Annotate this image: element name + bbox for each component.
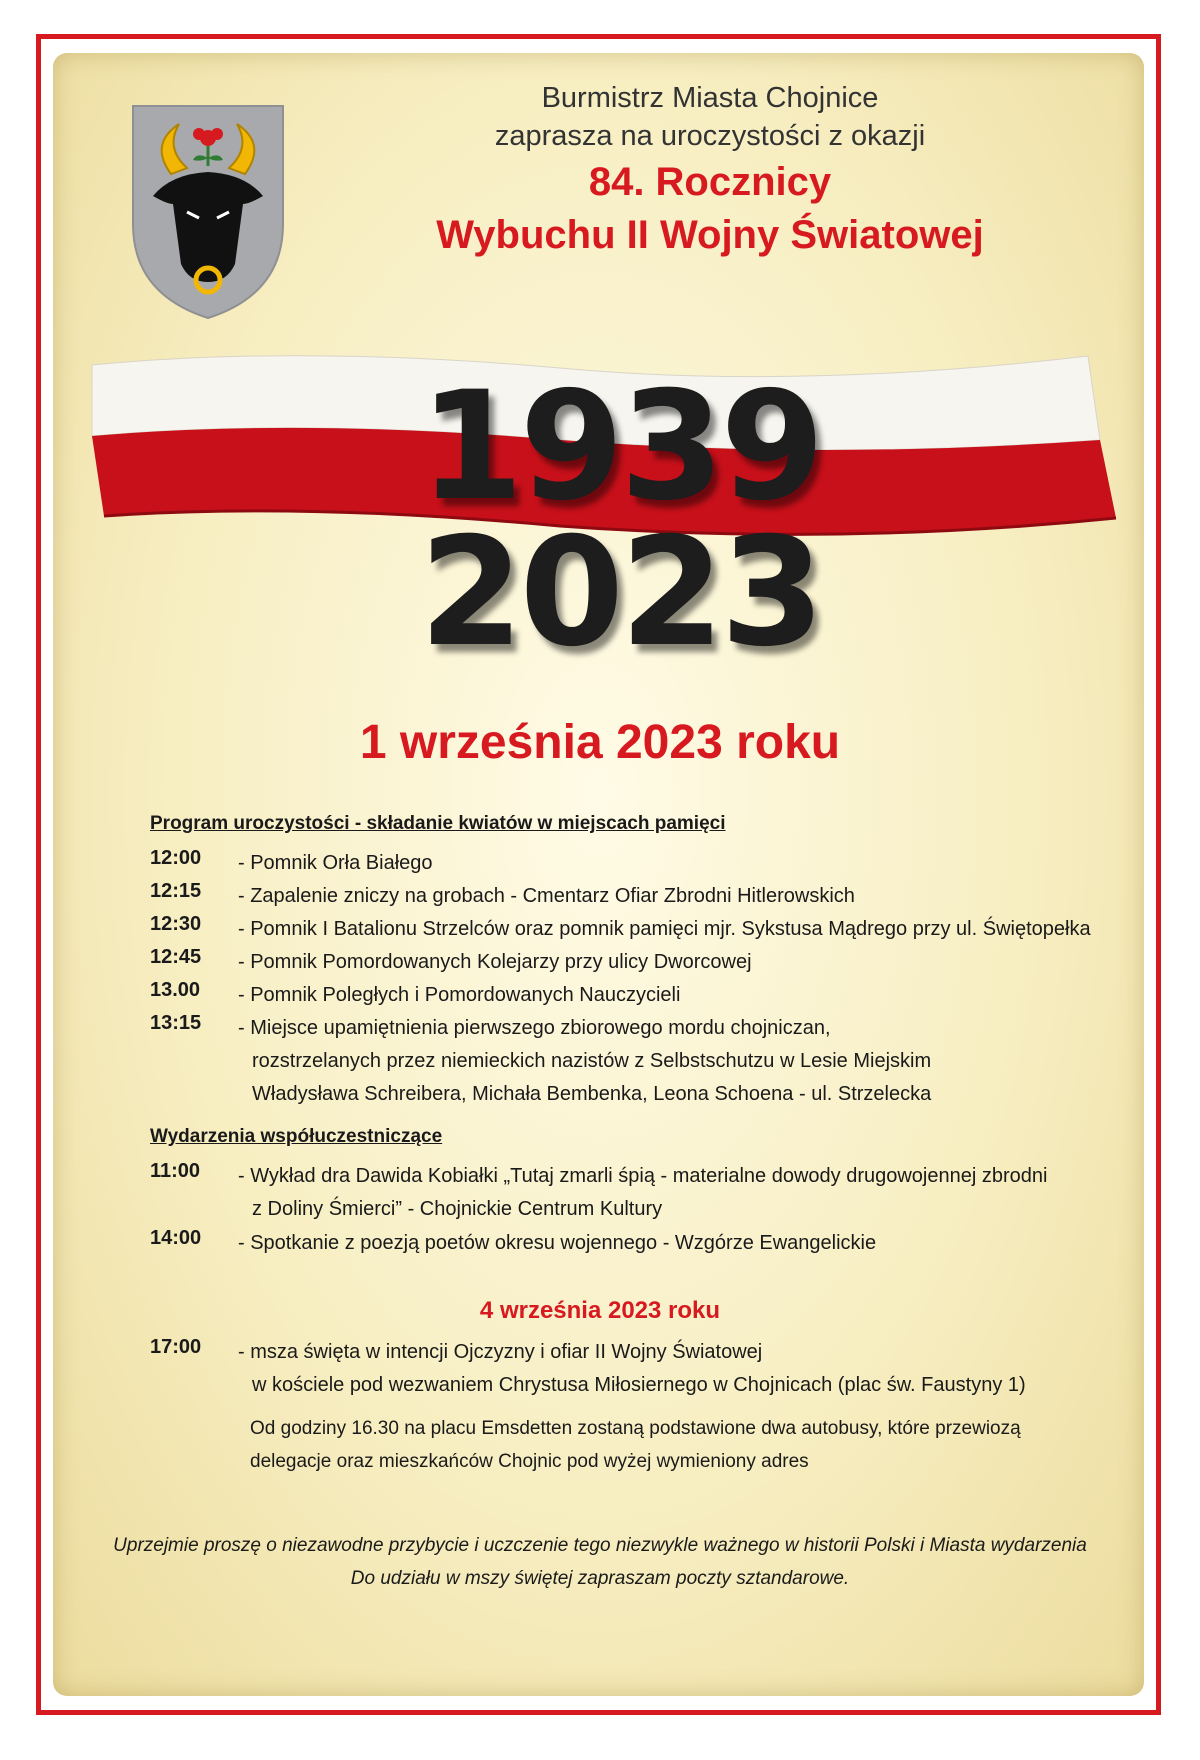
second-date: 4 września 2023 roku: [479, 1297, 721, 1324]
coat-of-arms: [131, 104, 285, 320]
program-time: 13.00: [150, 979, 201, 1001]
bus-note-line: delegacje oraz mieszkańców Chojnic pod wyżej wymieniony adres: [250, 1451, 809, 1472]
year-1939: 1939: [419, 360, 821, 534]
event-line: z Doliny Śmierci” - Chojnickie Centrum Kultury: [252, 1198, 663, 1220]
events-heading: Wydarzenia współuczestniczące: [150, 1126, 443, 1147]
program-time: 12:15: [150, 880, 202, 902]
main-date: 1 września 2023 roku: [359, 716, 841, 769]
event-line: - Spotkanie z poezją poetów okresu wojennego - Wzgórze Ewangelickie: [238, 1232, 877, 1254]
closing-note: [0, 1529, 1200, 1595]
bus-note-line: Od godziny 16.30 na placu Emsdetten zostaną podstawione dwa autobusy, które przewiozą: [250, 1418, 1021, 1439]
program-time: 13:15: [150, 1012, 202, 1034]
program-line: Władysława Schreibera, Michała Bembenka, Leona Schoena - ul. Strzelecka: [252, 1083, 932, 1105]
program-time: 12:45: [150, 946, 202, 968]
program-heading: Program uroczystości - składanie kwiatów w miejscach pamięci: [150, 813, 726, 834]
header-line-2: zaprasza na uroczystości z okazji: [494, 120, 926, 152]
program-line: - Pomnik Orła Białego: [238, 852, 433, 874]
mass-line: w kościele pod wezwaniem Chrystusa Miłosiernego w Chojnicach (plac św. Faustyny 1): [252, 1374, 1026, 1396]
event-time: 14:00: [150, 1227, 202, 1249]
program-line: - Zapalenie zniczy na grobach - Cmentarz Ofiar Zbrodni Hitlerowskich: [238, 885, 855, 907]
closing-line: Uprzejmie proszę o niezawodne przybycie i uczczenie tego niezwykle ważnego w historii Polski i Miasta wydarzenia: [113, 1535, 1087, 1556]
program-line: - Pomnik Pomordowanych Kolejarzy przy ulicy Dworcowej: [238, 951, 752, 973]
program-time: 12:30: [150, 913, 202, 935]
header-line-1: Burmistrz Miasta Chojnice: [541, 82, 879, 114]
mass-line: - msza święta w intencji Ojczyzny i ofiar II Wojny Światowej: [238, 1341, 763, 1363]
program-line: - Miejsce upamiętnienia pierwszego zbiorowego mordu chojniczan,: [238, 1017, 831, 1039]
event-line: - Wykład dra Dawida Kobiałki „Tutaj zmarli śpią - materialne dowody drugowojennej zbrodni: [238, 1165, 1048, 1187]
program-time: 12:00: [150, 847, 202, 869]
event-time: 11:00: [150, 1160, 201, 1182]
title-line-2: Wybuchu II Wojny Światowej: [436, 213, 984, 257]
closing-line: Do udziału w mszy świętej zapraszam poczty sztandarowe.: [350, 1568, 850, 1589]
program-line: - Pomnik Poległych i Pomordowanych Nauczycieli: [238, 984, 681, 1006]
program-line: rozstrzelanych przez niemieckich nazistów z Selbstschutzu w Lesie Miejskim: [252, 1050, 932, 1072]
year-2023: 2023: [419, 506, 821, 680]
mass-time: 17:00: [150, 1336, 202, 1358]
title-line-1: 84. Rocznicy: [588, 160, 832, 204]
bus-note: [250, 1412, 1021, 1478]
program-line: - Pomnik I Batalionu Strzelców oraz pomnik pamięci mjr. Sykstusa Mądrego przy ul. Świętopełka: [238, 918, 1091, 940]
